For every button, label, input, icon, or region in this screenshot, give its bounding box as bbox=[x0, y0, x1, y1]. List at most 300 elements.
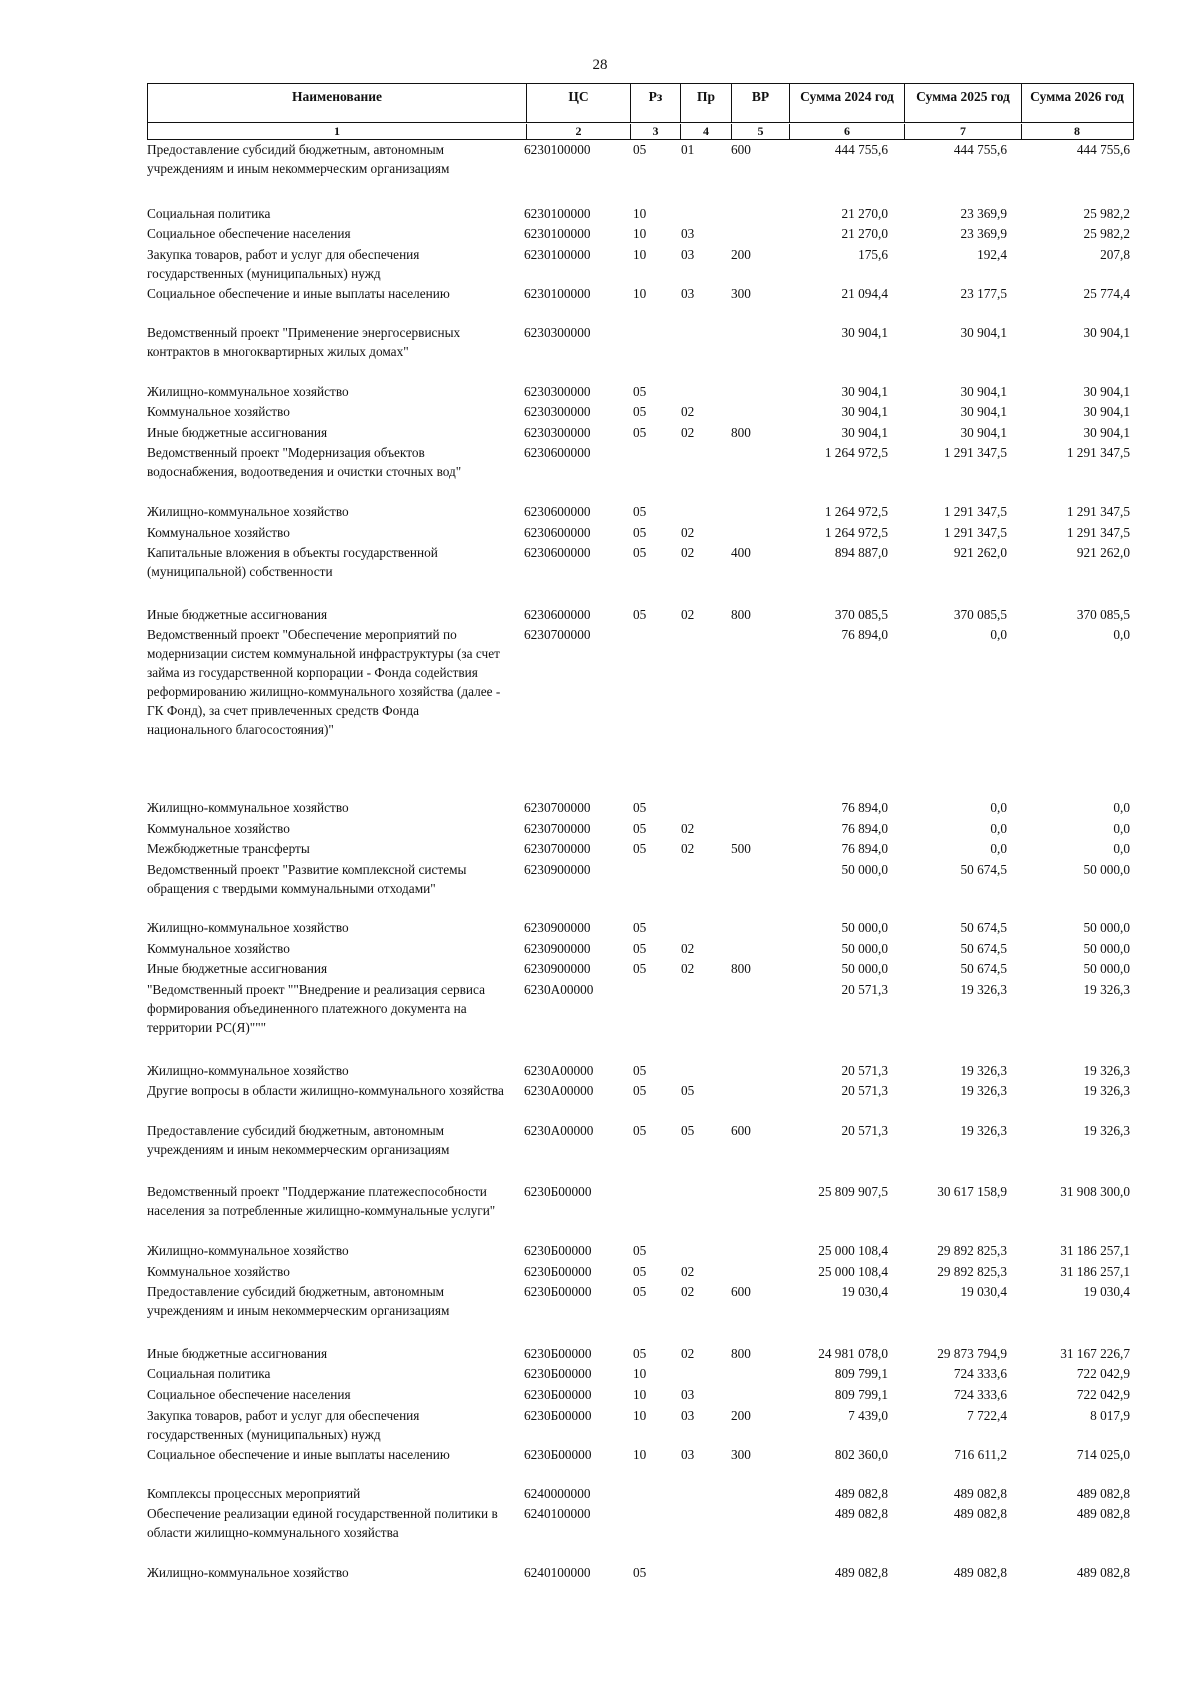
cell-rz: 05 bbox=[633, 940, 647, 956]
cell-sum-2026: 30 904,1 bbox=[1083, 324, 1130, 340]
cell-sum-2026: 0,0 bbox=[1113, 799, 1130, 815]
cell-sum-2024: 25 000 108,4 bbox=[818, 1263, 888, 1279]
cell-rz: 05 bbox=[633, 799, 647, 815]
cell-sum-2024: 894 887,0 bbox=[834, 545, 888, 561]
cell-sum-2026: 714 025,0 bbox=[1076, 1447, 1130, 1463]
table-row bbox=[0, 402, 1200, 423]
cell-name: "Ведомственный проект ""Внедрение и реализация сервиса формирования объединенного платежного документа на территории РС(Я)""" bbox=[147, 982, 485, 1036]
cell-cs: 6230700000 bbox=[524, 820, 591, 836]
cell-pr: 05 bbox=[681, 1122, 695, 1138]
cell-cs: 6230Б00000 bbox=[524, 1243, 592, 1259]
cell-cs: 6230700000 bbox=[524, 799, 591, 815]
cell-name: Жилищно-коммунальное хозяйство bbox=[147, 383, 349, 399]
cell-cs: 6230A00000 bbox=[524, 982, 594, 998]
cell-sum-2024: 76 894,0 bbox=[841, 627, 888, 643]
table-row bbox=[0, 1445, 1200, 1466]
table-row bbox=[0, 819, 1200, 840]
table-row bbox=[0, 1121, 1200, 1161]
cell-sum-2025: 489 082,8 bbox=[953, 1506, 1007, 1522]
cell-sum-2025: 19 326,3 bbox=[960, 982, 1007, 998]
cell-rz: 10 bbox=[633, 1366, 647, 1382]
cell-name: Иные бюджетные ассигнования bbox=[147, 424, 328, 440]
cell-sum-2024: 30 904,1 bbox=[841, 424, 888, 440]
cell-cs: 6240000000 bbox=[524, 1485, 591, 1501]
cell-name: Социальная политика bbox=[147, 1366, 271, 1382]
cell-rz: 05 bbox=[633, 1284, 647, 1300]
cell-vr: 800 bbox=[731, 961, 751, 977]
cell-sum-2024: 50 000,0 bbox=[841, 961, 888, 977]
cell-name: Ведомственный проект "Модернизация объектов водоснабжения, водоотведения и очистки сточных вод" bbox=[147, 445, 462, 480]
cell-sum-2026: 1 291 347,5 bbox=[1066, 524, 1130, 540]
table-row bbox=[0, 839, 1200, 860]
cell-name: Социальное обеспечение и иные выплаты населению bbox=[147, 1447, 450, 1463]
cell-rz: 10 bbox=[633, 226, 647, 242]
cell-pr: 02 bbox=[681, 961, 695, 977]
cell-pr: 02 bbox=[681, 545, 695, 561]
cell-sum-2024: 20 571,3 bbox=[841, 982, 888, 998]
cell-rz: 05 bbox=[633, 1083, 647, 1099]
cell-name: Социальное обеспечение и иные выплаты населению bbox=[147, 286, 450, 302]
cell-cs: 6230700000 bbox=[524, 627, 591, 643]
cell-cs: 6230A00000 bbox=[524, 1083, 594, 1099]
cell-cs: 6230600000 bbox=[524, 445, 591, 461]
cell-cs: 6230900000 bbox=[524, 961, 591, 977]
cell-sum-2024: 489 082,8 bbox=[834, 1506, 888, 1522]
cell-sum-2026: 30 904,1 bbox=[1083, 424, 1130, 440]
cell-sum-2025: 921 262,0 bbox=[953, 545, 1007, 561]
cell-sum-2026: 30 904,1 bbox=[1083, 383, 1130, 399]
cell-pr: 02 bbox=[681, 1284, 695, 1300]
cell-sum-2026: 19 030,4 bbox=[1083, 1284, 1130, 1300]
cell-pr: 03 bbox=[681, 226, 695, 242]
header-num: 6 bbox=[790, 124, 905, 139]
cell-cs: 6230300000 bbox=[524, 424, 591, 440]
cell-sum-2024: 20 571,3 bbox=[841, 1122, 888, 1138]
cell-sum-2026: 19 326,3 bbox=[1083, 1062, 1130, 1078]
cell-name: Иные бюджетные ассигнования bbox=[147, 606, 328, 622]
cell-name: Коммунальное хозяйство bbox=[147, 940, 290, 956]
table-row bbox=[0, 1262, 1200, 1283]
cell-cs: 6230600000 bbox=[524, 606, 591, 622]
cell-sum-2025: 1 291 347,5 bbox=[943, 524, 1007, 540]
cell-sum-2024: 25 809 907,5 bbox=[818, 1184, 888, 1200]
cell-sum-2025: 0,0 bbox=[990, 841, 1007, 857]
cell-sum-2026: 25 982,2 bbox=[1083, 226, 1130, 242]
cell-sum-2025: 192,4 bbox=[977, 246, 1007, 262]
header-cs: ЦС bbox=[527, 84, 631, 122]
cell-sum-2024: 30 904,1 bbox=[841, 383, 888, 399]
cell-sum-2025: 1 291 347,5 bbox=[943, 445, 1007, 461]
cell-sum-2025: 724 333,6 bbox=[953, 1387, 1007, 1402]
cell-sum-2025: 489 082,8 bbox=[953, 1485, 1007, 1501]
cell-name: Комплексы процессных мероприятий bbox=[147, 1485, 361, 1501]
cell-sum-2026: 0,0 bbox=[1113, 820, 1130, 836]
cell-cs: 6230300000 bbox=[524, 383, 591, 399]
table-header bbox=[147, 83, 1134, 140]
cell-name: Социальная политика bbox=[147, 205, 271, 221]
table-row bbox=[0, 1484, 1200, 1505]
cell-sum-2026: 0,0 bbox=[1113, 627, 1130, 643]
cell-sum-2026: 50 000,0 bbox=[1083, 940, 1130, 956]
header-num: 8 bbox=[1074, 124, 1080, 138]
cell-sum-2026: 19 326,3 bbox=[1083, 1083, 1130, 1099]
cell-name: Социальное обеспечение населения bbox=[147, 226, 351, 242]
table-row bbox=[0, 939, 1200, 960]
cell-pr: 03 bbox=[681, 1407, 695, 1423]
cell-sum-2025: 19 326,3 bbox=[960, 1062, 1007, 1078]
cell-sum-2024: 7 439,0 bbox=[848, 1407, 888, 1423]
table-row bbox=[0, 204, 1200, 225]
cell-name: Иные бюджетные ассигнования bbox=[147, 961, 328, 977]
cell-sum-2024: 1 264 972,5 bbox=[824, 445, 888, 461]
cell-sum-2025: 724 333,6 bbox=[953, 1366, 1007, 1382]
header-num: 7 bbox=[905, 124, 1022, 139]
cell-sum-2026: 19 326,3 bbox=[1083, 1122, 1130, 1138]
cell-pr: 02 bbox=[681, 424, 695, 440]
cell-cs: 6230900000 bbox=[524, 920, 591, 936]
header-num: 4 bbox=[681, 124, 732, 139]
cell-rz: 05 bbox=[633, 961, 647, 977]
cell-sum-2025: 29 892 825,3 bbox=[937, 1243, 1007, 1259]
cell-cs: 6230Б00000 bbox=[524, 1263, 592, 1279]
cell-sum-2024: 489 082,8 bbox=[834, 1485, 888, 1501]
header-num: 2 bbox=[527, 124, 631, 139]
cell-pr: 02 bbox=[681, 820, 695, 836]
cell-sum-2026: 489 082,8 bbox=[1076, 1564, 1130, 1580]
cell-pr: 02 bbox=[681, 940, 695, 956]
cell-sum-2026: 207,8 bbox=[1100, 246, 1130, 262]
cell-name: Жилищно-коммунальное хозяйство bbox=[147, 1564, 349, 1580]
cell-sum-2026: 921 262,0 bbox=[1076, 545, 1130, 561]
cell-cs: 6230Б00000 bbox=[524, 1366, 592, 1382]
cell-sum-2026: 0,0 bbox=[1113, 841, 1130, 857]
cell-sum-2025: 19 326,3 bbox=[960, 1083, 1007, 1099]
table-row bbox=[0, 382, 1200, 403]
cell-sum-2026: 1 291 347,5 bbox=[1066, 503, 1130, 519]
cell-pr: 03 bbox=[681, 1387, 695, 1402]
cell-cs: 6230100000 bbox=[524, 226, 591, 242]
cell-cs: 6230300000 bbox=[524, 324, 591, 340]
cell-name: Ведомственный проект "Применение энергосервисных контрактов в многоквартирных жилых домах" bbox=[147, 324, 461, 359]
cell-rz: 05 bbox=[633, 606, 647, 622]
cell-rz: 05 bbox=[633, 1564, 647, 1580]
cell-name: Жилищно-коммунальное хозяйство bbox=[147, 1243, 349, 1259]
cell-rz: 05 bbox=[633, 524, 647, 540]
page-number: 28 bbox=[592, 57, 608, 73]
cell-pr: 02 bbox=[681, 841, 695, 857]
cell-cs: 6230100000 bbox=[524, 286, 591, 302]
cell-sum-2025: 50 674,5 bbox=[960, 861, 1007, 877]
cell-name: Предоставление субсидий бюджетным, автономным учреждениям и иным некоммерческим организациям bbox=[147, 1122, 450, 1157]
cell-name: Другие вопросы в области жилищно-коммунального хозяйства bbox=[147, 1083, 504, 1099]
cell-sum-2024: 444 755,6 bbox=[834, 142, 888, 157]
table-row bbox=[0, 140, 1200, 180]
cell-rz: 10 bbox=[633, 1407, 647, 1423]
table-row bbox=[0, 224, 1200, 245]
cell-sum-2024: 489 082,8 bbox=[834, 1564, 888, 1580]
cell-sum-2024: 30 904,1 bbox=[841, 404, 888, 420]
cell-sum-2025: 29 873 794,9 bbox=[937, 1345, 1007, 1361]
cell-cs: 6230100000 bbox=[524, 205, 591, 221]
cell-sum-2026: 489 082,8 bbox=[1076, 1485, 1130, 1501]
cell-rz: 05 bbox=[633, 1263, 647, 1279]
cell-name: Социальное обеспечение населения bbox=[147, 1387, 351, 1402]
cell-sum-2025: 23 369,9 bbox=[960, 226, 1007, 242]
cell-sum-2025: 1 291 347,5 bbox=[943, 503, 1007, 519]
table-row bbox=[0, 443, 1200, 502]
cell-sum-2025: 0,0 bbox=[990, 820, 1007, 836]
cell-sum-2024: 24 981 078,0 bbox=[818, 1345, 888, 1361]
cell-sum-2026: 19 326,3 bbox=[1083, 982, 1130, 998]
cell-sum-2026: 489 082,8 bbox=[1076, 1506, 1130, 1522]
cell-vr: 500 bbox=[731, 841, 751, 857]
cell-rz: 05 bbox=[633, 503, 647, 519]
cell-rz: 05 bbox=[633, 820, 647, 836]
cell-rz: 05 bbox=[633, 142, 647, 157]
cell-rz: 05 bbox=[633, 1345, 647, 1361]
cell-cs: 6230600000 bbox=[524, 524, 591, 540]
cell-name: Межбюджетные трансферты bbox=[147, 841, 310, 857]
cell-name: Ведомственный проект "Поддержание платежеспособности населения за потребленные жилищно-коммунальные услуги" bbox=[147, 1184, 496, 1219]
cell-sum-2025: 29 892 825,3 bbox=[937, 1263, 1007, 1279]
cell-sum-2025: 0,0 bbox=[990, 799, 1007, 815]
header-num: 5 bbox=[732, 124, 790, 139]
cell-pr: 03 bbox=[681, 1447, 695, 1463]
cell-pr: 03 bbox=[681, 246, 695, 262]
cell-rz: 05 bbox=[633, 920, 647, 936]
table-row bbox=[0, 1563, 1200, 1584]
table-row bbox=[0, 980, 1200, 1039]
cell-sum-2026: 8 017,9 bbox=[1090, 1407, 1130, 1423]
cell-name: Коммунальное хозяйство bbox=[147, 1263, 290, 1279]
table-row bbox=[0, 1364, 1200, 1385]
cell-cs: 6230100000 bbox=[524, 142, 591, 157]
cell-sum-2025: 489 082,8 bbox=[953, 1564, 1007, 1580]
header-vr: ВР bbox=[732, 84, 790, 122]
header-num: 3 bbox=[631, 124, 681, 139]
cell-cs: 6230Б00000 bbox=[524, 1184, 592, 1200]
cell-sum-2025: 716 611,2 bbox=[954, 1447, 1007, 1463]
table-row bbox=[0, 423, 1200, 444]
cell-name: Жилищно-коммунальное хозяйство bbox=[147, 799, 349, 815]
cell-sum-2024: 809 799,1 bbox=[834, 1366, 888, 1382]
cell-sum-2025: 50 674,5 bbox=[960, 961, 1007, 977]
cell-sum-2024: 20 571,3 bbox=[841, 1083, 888, 1099]
table-row bbox=[0, 625, 1200, 760]
cell-vr: 800 bbox=[731, 424, 751, 440]
cell-sum-2026: 50 000,0 bbox=[1083, 961, 1130, 977]
cell-cs: 6240100000 bbox=[524, 1564, 591, 1580]
cell-cs: 6230600000 bbox=[524, 545, 591, 561]
cell-name: Иные бюджетные ассигнования bbox=[147, 1345, 328, 1361]
cell-sum-2025: 30 617 158,9 bbox=[937, 1184, 1007, 1200]
cell-sum-2025: 444 755,6 bbox=[953, 142, 1007, 157]
cell-rz: 10 bbox=[633, 286, 647, 302]
cell-rz: 05 bbox=[633, 424, 647, 440]
cell-sum-2025: 50 674,5 bbox=[960, 940, 1007, 956]
table-row bbox=[0, 1241, 1200, 1262]
cell-name: Предоставление субсидий бюджетным, автономным учреждениям и иным некоммерческим организациям bbox=[147, 1284, 450, 1319]
cell-name: Коммунальное хозяйство bbox=[147, 524, 290, 540]
cell-rz: 05 bbox=[633, 1062, 647, 1078]
cell-sum-2026: 31 167 226,7 bbox=[1060, 1345, 1130, 1361]
cell-sum-2025: 30 904,1 bbox=[960, 324, 1007, 340]
cell-cs: 6230300000 bbox=[524, 404, 591, 420]
cell-vr: 400 bbox=[731, 545, 751, 561]
cell-sum-2024: 76 894,0 bbox=[841, 799, 888, 815]
cell-name: Коммунальное хозяйство bbox=[147, 820, 290, 836]
cell-sum-2025: 30 904,1 bbox=[960, 383, 1007, 399]
table-row bbox=[0, 1182, 1200, 1241]
table-row bbox=[0, 523, 1200, 544]
table-row bbox=[0, 1406, 1200, 1446]
cell-pr: 01 bbox=[681, 142, 695, 157]
cell-sum-2024: 21 270,0 bbox=[841, 226, 888, 242]
cell-sum-2026: 30 904,1 bbox=[1083, 404, 1130, 420]
cell-vr: 300 bbox=[731, 286, 751, 302]
cell-name: Жилищно-коммунальное хозяйство bbox=[147, 920, 349, 936]
cell-name: Капитальные вложения в объекты государственной (муниципальной) собственности bbox=[147, 545, 438, 580]
cell-sum-2024: 76 894,0 bbox=[841, 820, 888, 836]
cell-sum-2026: 31 186 257,1 bbox=[1060, 1263, 1130, 1279]
cell-vr: 300 bbox=[731, 1447, 751, 1463]
header-sum-2024: Сумма 2024 год bbox=[790, 84, 905, 122]
header-sum-2025: Сумма 2025 год bbox=[905, 84, 1022, 122]
table-row bbox=[0, 1385, 1200, 1406]
cell-sum-2025: 19 326,3 bbox=[960, 1122, 1007, 1138]
table-row bbox=[0, 284, 1200, 305]
cell-cs: 6230700000 bbox=[524, 841, 591, 857]
cell-name: Коммунальное хозяйство bbox=[147, 404, 290, 420]
cell-rz: 05 bbox=[633, 1122, 647, 1138]
cell-sum-2024: 809 799,1 bbox=[834, 1387, 888, 1402]
cell-sum-2024: 802 360,0 bbox=[834, 1447, 888, 1463]
cell-sum-2026: 25 982,2 bbox=[1083, 205, 1130, 221]
cell-cs: 6230A00000 bbox=[524, 1122, 594, 1138]
table-row bbox=[0, 1081, 1200, 1121]
cell-cs: 6230600000 bbox=[524, 503, 591, 519]
cell-sum-2026: 722 042,9 bbox=[1076, 1387, 1130, 1402]
cell-rz: 05 bbox=[633, 383, 647, 399]
cell-sum-2024: 21 270,0 bbox=[841, 205, 888, 221]
cell-rz: 05 bbox=[633, 841, 647, 857]
cell-cs: 6240100000 bbox=[524, 1506, 591, 1522]
cell-sum-2024: 50 000,0 bbox=[841, 861, 888, 877]
cell-name: Предоставление субсидий бюджетным, автономным учреждениям и иным некоммерческим организациям bbox=[147, 142, 450, 176]
cell-name: Закупка товаров, работ и услуг для обеспечения государственных (муниципальных) нужд bbox=[147, 1407, 420, 1442]
cell-sum-2025: 23 177,5 bbox=[960, 286, 1007, 302]
table-row bbox=[0, 245, 1200, 285]
cell-sum-2026: 370 085,5 bbox=[1076, 606, 1130, 622]
table-row bbox=[0, 502, 1200, 523]
cell-sum-2024: 370 085,5 bbox=[834, 606, 888, 622]
cell-sum-2025: 30 904,1 bbox=[960, 404, 1007, 420]
cell-sum-2024: 21 094,4 bbox=[841, 286, 888, 302]
cell-sum-2024: 76 894,0 bbox=[841, 841, 888, 857]
cell-vr: 600 bbox=[731, 1284, 751, 1300]
cell-sum-2025: 0,0 bbox=[990, 627, 1007, 643]
table-row bbox=[0, 918, 1200, 939]
table-row bbox=[0, 1504, 1200, 1563]
cell-sum-2026: 25 774,4 bbox=[1083, 286, 1130, 302]
cell-sum-2024: 50 000,0 bbox=[841, 940, 888, 956]
table-row bbox=[0, 860, 1200, 919]
cell-sum-2026: 50 000,0 bbox=[1083, 861, 1130, 877]
table-row bbox=[0, 543, 1200, 583]
cell-vr: 200 bbox=[731, 1407, 751, 1423]
table-row bbox=[0, 959, 1200, 980]
cell-pr: 03 bbox=[681, 286, 695, 302]
cell-cs: 6230100000 bbox=[524, 246, 591, 262]
cell-vr: 800 bbox=[731, 606, 751, 622]
cell-pr: 02 bbox=[681, 1263, 695, 1279]
cell-name: Ведомственный проект "Развитие комплексной системы обращения с твердыми коммунальными отходами" bbox=[147, 861, 467, 896]
cell-sum-2025: 19 030,4 bbox=[960, 1284, 1007, 1300]
cell-sum-2026: 31 908 300,0 bbox=[1060, 1184, 1130, 1200]
cell-pr: 02 bbox=[681, 606, 695, 622]
table-row bbox=[0, 1282, 1200, 1322]
cell-rz: 05 bbox=[633, 545, 647, 561]
table-row bbox=[0, 605, 1200, 626]
cell-sum-2025: 30 904,1 bbox=[960, 424, 1007, 440]
cell-rz: 10 bbox=[633, 1447, 647, 1463]
cell-vr: 800 bbox=[731, 1345, 751, 1361]
table-body bbox=[0, 140, 1200, 1584]
cell-name: Ведомственный проект "Обеспечение мероприятий по модернизации систем коммунальной инфраструктуры (за счет займа из государственной корпорации - Фонда содействия реформированию жилищно-коммунального хозяйства (далее - ГК Фонд), за счет привлеченных средств Фонда национального благосостояния)" bbox=[147, 627, 501, 738]
cell-cs: 6230900000 bbox=[524, 940, 591, 956]
cell-rz: 05 bbox=[633, 1243, 647, 1259]
cell-sum-2024: 1 264 972,5 bbox=[824, 524, 888, 540]
cell-sum-2024: 30 904,1 bbox=[841, 324, 888, 340]
cell-pr: 02 bbox=[681, 404, 695, 420]
table-row bbox=[0, 798, 1200, 819]
table-row bbox=[0, 1344, 1200, 1365]
cell-sum-2024: 19 030,4 bbox=[841, 1284, 888, 1300]
cell-rz: 10 bbox=[633, 1387, 647, 1402]
header-pr: Пр bbox=[681, 84, 732, 122]
cell-rz: 05 bbox=[633, 404, 647, 420]
header-rz: Рз bbox=[631, 84, 681, 122]
cell-pr: 02 bbox=[681, 1345, 695, 1361]
cell-rz: 10 bbox=[633, 246, 647, 262]
cell-cs: 6230Б00000 bbox=[524, 1284, 592, 1300]
header-num: 1 bbox=[148, 124, 527, 139]
cell-vr: 600 bbox=[731, 1122, 751, 1138]
cell-sum-2026: 444 755,6 bbox=[1076, 142, 1130, 157]
cell-pr: 05 bbox=[681, 1083, 695, 1099]
cell-sum-2025: 7 722,4 bbox=[967, 1407, 1007, 1423]
cell-vr: 600 bbox=[731, 142, 751, 157]
header-name: Наименование bbox=[148, 84, 527, 122]
cell-sum-2025: 50 674,5 bbox=[960, 920, 1007, 936]
cell-rz: 10 bbox=[633, 205, 647, 221]
cell-sum-2026: 50 000,0 bbox=[1083, 920, 1130, 936]
cell-sum-2024: 175,6 bbox=[858, 246, 888, 262]
cell-cs: 6230900000 bbox=[524, 861, 591, 877]
cell-sum-2024: 25 000 108,4 bbox=[818, 1243, 888, 1259]
header-sum-2026: Сумма 2026 год bbox=[1030, 89, 1124, 104]
cell-cs: 6230Б00000 bbox=[524, 1447, 592, 1463]
cell-sum-2026: 1 291 347,5 bbox=[1066, 445, 1130, 461]
cell-pr: 02 bbox=[681, 524, 695, 540]
cell-cs: 6230Б00000 bbox=[524, 1407, 592, 1423]
cell-sum-2026: 31 186 257,1 bbox=[1060, 1243, 1130, 1259]
cell-name: Жилищно-коммунальное хозяйство bbox=[147, 1062, 349, 1078]
cell-cs: 6230Б00000 bbox=[524, 1345, 592, 1361]
cell-name: Обеспечение реализации единой государственной политики в области жилищно-коммунального хозяйства bbox=[147, 1506, 498, 1541]
cell-cs: 6230Б00000 bbox=[524, 1387, 592, 1402]
cell-sum-2024: 20 571,3 bbox=[841, 1062, 888, 1078]
